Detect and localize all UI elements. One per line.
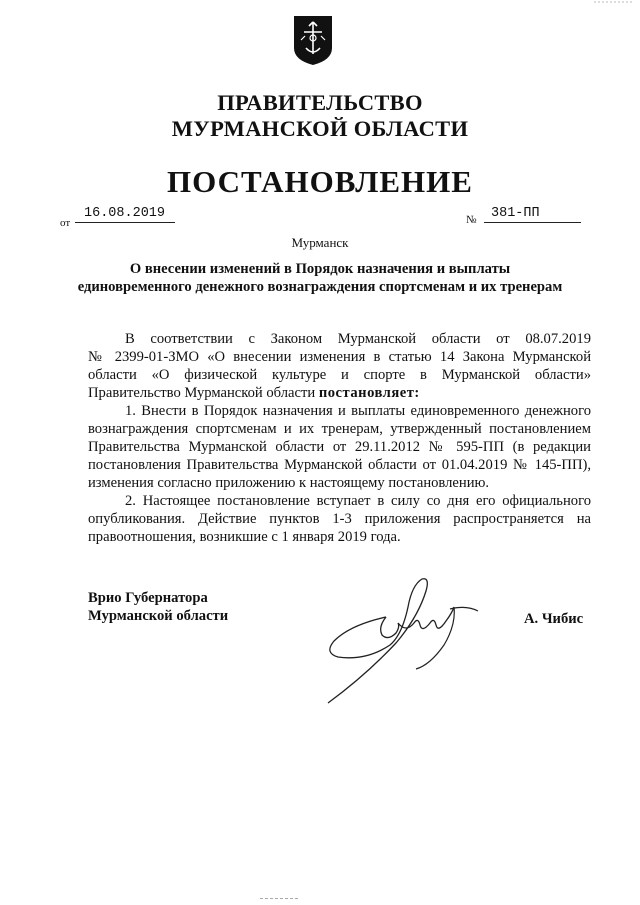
- body-line: Правительства Мурманской области от 29.11.2012 № 595-ПП (в редакции: [88, 439, 591, 455]
- document-date: 16.08.2019: [84, 206, 166, 221]
- body-line: постановления Правительства Мурманской области от 01.04.2019 № 145-ПП),: [88, 457, 591, 473]
- body-line: № 2399-01-ЗМО «О внесении изменения в статью 14 Закона Мурманской: [88, 349, 591, 365]
- document-type-title: ПОСТАНОВЛЕНИЕ: [167, 164, 473, 199]
- body-text: Правительство Мурманской области: [88, 385, 319, 401]
- coat-of-arms-icon: [292, 14, 334, 66]
- body-line: 2. Настоящее постановление вступает в силу со дня его официального: [125, 493, 591, 509]
- body-line: 1. Внести в Порядок назначения и выплаты единовременного денежного: [125, 403, 591, 419]
- government-name-line1: ПРАВИТЕЛЬСТВО: [217, 90, 423, 115]
- number-prefix-label: №: [466, 214, 477, 226]
- body-line: опубликования. Действие пунктов 1-3 приложения распространяется на: [88, 511, 591, 527]
- decree-keyword: постановляет:: [318, 385, 420, 401]
- city-label: Мурманск: [291, 235, 349, 250]
- signatory-title-line1: Врио Губернатора: [88, 590, 208, 606]
- subject-line2: единовременного денежного вознаграждения спортсменам и их тренерам: [77, 279, 563, 295]
- footer-scan-mark: [260, 897, 300, 900]
- body-line: правоотношения, возникшие с 1 января 2019 года.: [88, 529, 401, 545]
- body-line: В соответствии с Законом Мурманской области от 08.07.2019: [125, 331, 591, 347]
- body-line: [88, 384, 591, 402]
- signatory-name: А. Чибис: [524, 611, 584, 627]
- document-number: 381-ПП: [491, 206, 540, 221]
- date-prefix-label: от: [60, 217, 71, 229]
- scan-mark-decoration: [592, 0, 636, 10]
- body-line: области «О физической культуре и спорте в Мурманской области»: [88, 367, 591, 383]
- handwritten-signature-icon: [326, 565, 496, 715]
- government-name-line2: МУРМАНСКОЙ ОБЛАСТИ: [171, 116, 469, 141]
- subject-line1: О внесении изменений в Порядок назначения и выплаты: [129, 261, 511, 277]
- body-line: вознаграждения спортсменам и их тренерам, утвержденный постановлением: [88, 421, 591, 437]
- signatory-title-line2: Мурманской области: [88, 608, 229, 624]
- body-line: изменения согласно приложению к настоящему постановлению.: [88, 475, 490, 491]
